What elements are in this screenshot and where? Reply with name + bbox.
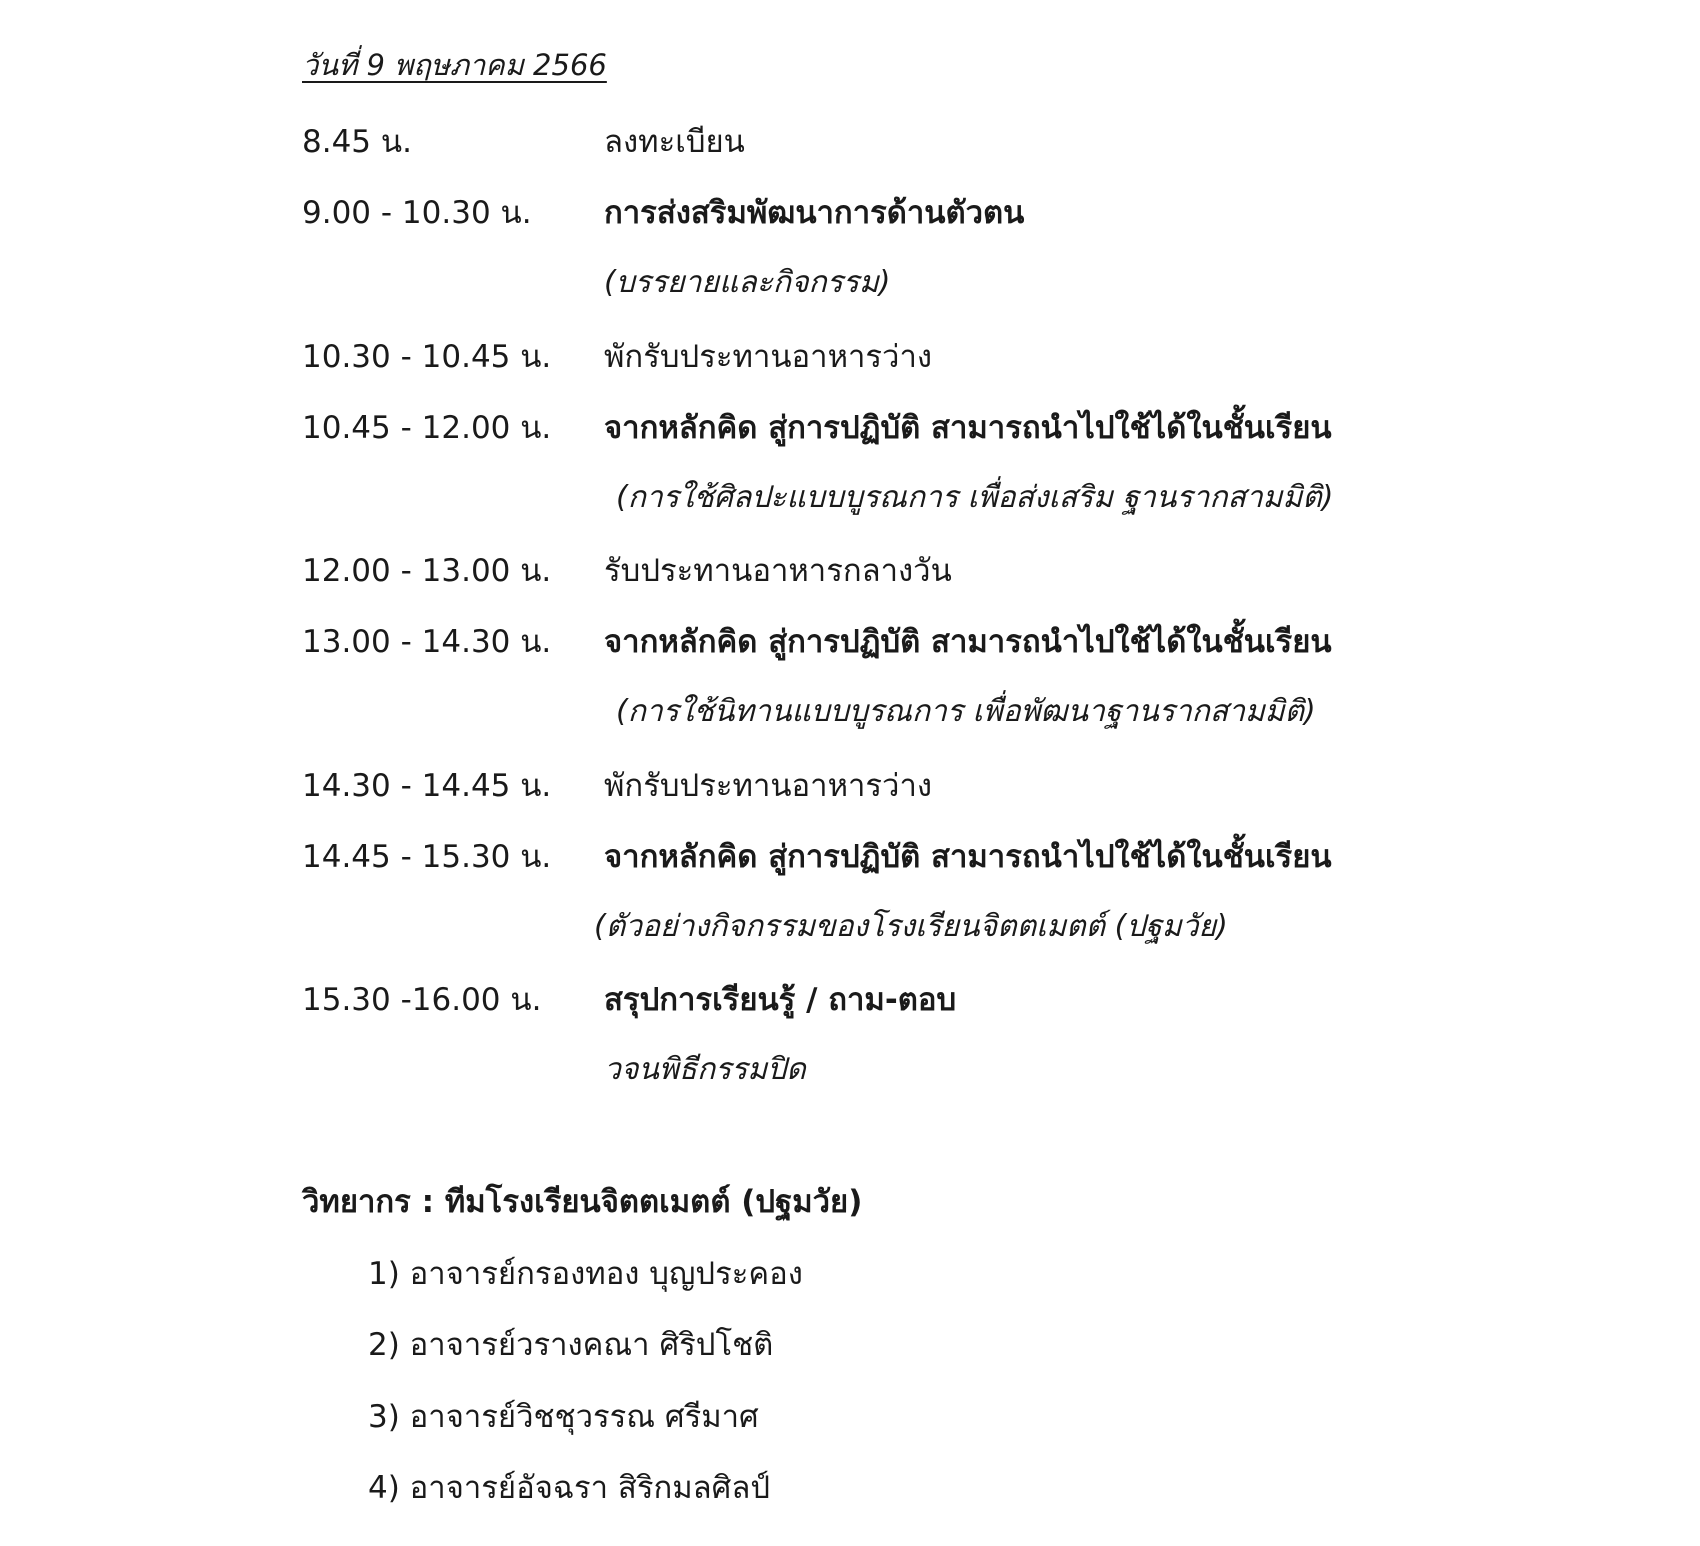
- speakers-heading: วิทยากร : ทีมโรงเรียนจิตตเมตต์ (ปฐมวัย): [302, 1184, 863, 1220]
- schedule-note: (การใช้ศิลปะแบบบูรณการ เพื่อส่งเสริม ฐานรากสามมิติ): [616, 480, 1334, 515]
- schedule-note: (บรรยายและกิจกรรม): [604, 265, 891, 300]
- schedule-activity: สรุปการเรียนรู้ / ถาม-ตอบ: [604, 982, 957, 1018]
- schedule-time: 10.45 - 12.00 น.: [302, 410, 552, 446]
- schedule-activity: จากหลักคิด สู่การปฏิบัติ สามารถนำไปใช้ได้ในชั้นเรียน: [604, 410, 1332, 446]
- schedule-time: 14.45 - 15.30 น.: [302, 839, 552, 875]
- schedule-row-registration: [302, 116, 1682, 172]
- schedule-time: 12.00 - 13.00 น.: [302, 553, 552, 589]
- schedule-row-session-1: [302, 187, 1682, 243]
- schedule-row-lunch: [302, 545, 1682, 601]
- schedule-activity: ลงทะเบียน: [604, 124, 745, 160]
- date-heading: วันที่ 9 พฤษภาคม 2566: [302, 48, 607, 82]
- speaker-item: 4) อาจารย์อัจฉรา สิริกมลศิลป์: [368, 1470, 771, 1506]
- schedule-note: (การใช้นิทานแบบบูรณการ เพื่อพัฒนาฐานรากสามมิติ): [616, 694, 1316, 729]
- speaker-item: 2) อาจารย์วรางคณา ศิริปโชติ: [368, 1327, 774, 1363]
- schedule-row-session-2: [302, 402, 1682, 458]
- schedule-time: 15.30 -16.00 น.: [302, 982, 542, 1018]
- schedule-time: 8.45 น.: [302, 124, 412, 160]
- schedule-time: 13.00 - 14.30 น.: [302, 624, 552, 660]
- speaker-item: 3) อาจารย์วิชชุวรรณ ศรีมาศ: [368, 1399, 759, 1435]
- schedule-activity: การส่งสริมพัฒนาการด้านตัวตน: [604, 195, 1025, 231]
- schedule-activity: จากหลักคิด สู่การปฏิบัติ สามารถนำไปใช้ได้ในชั้นเรียน: [604, 624, 1332, 660]
- schedule-activity: พักรับประทานอาหารว่าง: [604, 768, 933, 804]
- schedule-row-wrapup: [302, 974, 1682, 1030]
- schedule-note: (ตัวอย่างกิจกรรมของโรงเรียนจิตตเมตต์ (ปฐมวัย): [594, 909, 1228, 944]
- schedule-time: 9.00 - 10.30 น.: [302, 195, 532, 231]
- schedule-activity: จากหลักคิด สู่การปฏิบัติ สามารถนำไปใช้ได้ในชั้นเรียน: [604, 839, 1332, 875]
- schedule-row-break-1: [302, 331, 1682, 387]
- schedule-row-break-2: [302, 760, 1682, 816]
- schedule-time: 10.30 - 10.45 น.: [302, 339, 552, 375]
- schedule-row-session-4: [302, 831, 1682, 887]
- schedule-activity: รับประทานอาหารกลางวัน: [604, 553, 952, 589]
- schedule-time: 14.30 - 14.45 น.: [302, 768, 552, 804]
- schedule-note: วจนพิธีกรรมปิด: [604, 1052, 806, 1087]
- schedule-activity: พักรับประทานอาหารว่าง: [604, 339, 933, 375]
- schedule-row-session-3: [302, 616, 1682, 672]
- speaker-item: 1) อาจารย์กรองทอง บุญประคอง: [368, 1256, 803, 1292]
